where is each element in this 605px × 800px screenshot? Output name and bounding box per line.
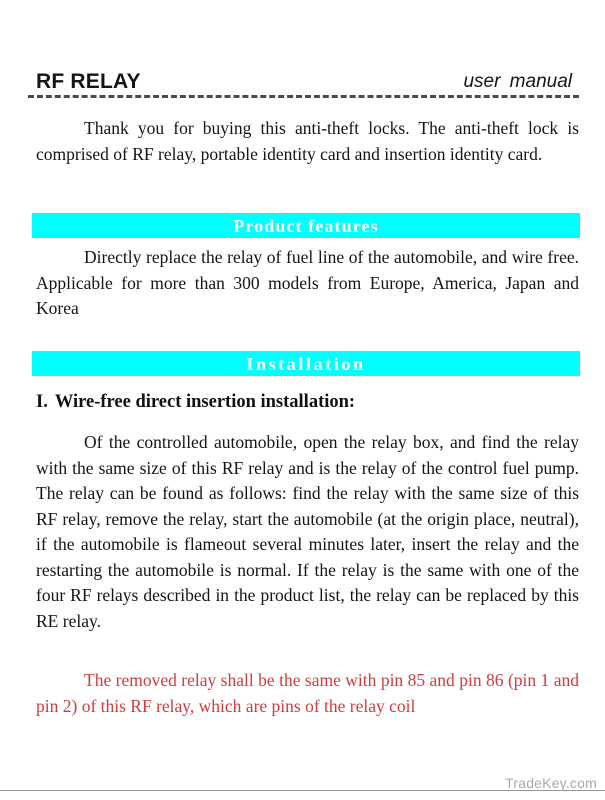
installation-body-paragraph: Of the controlled automobile, open the relay box, and find the relay with the same size of this RF relay and is the relay of the control fuel pump. The relay can be found as follows: find the relay with the same size of this RF relay, remove the relay, start the automobile (at the origin place, neutral), if the automobile is flameout several minutes later, insert the relay and the restarting the automobile is normal. If the relay is the same with one of the four RF relays described in the product list, the relay can be replaced by this RE relay. bbox=[36, 432, 579, 631]
tradekey-watermark: TradeKey.com bbox=[505, 775, 597, 791]
installation-sub-heading bbox=[36, 390, 579, 414]
header-divider bbox=[28, 95, 579, 98]
installation-sub-heading-number: I. bbox=[36, 392, 48, 412]
document-header bbox=[36, 62, 572, 92]
section-header-product-features-label: Product features bbox=[233, 215, 379, 236]
section-header-installation bbox=[32, 351, 580, 376]
section-header-product-features bbox=[32, 213, 580, 238]
document-subtitle: user manual bbox=[463, 71, 572, 92]
intro-paragraph: Thank you for buying this anti-theft locks. The anti-theft lock is comprised of RF relay, portable identity card and insertion identity card. bbox=[36, 118, 579, 164]
page-title: RF RELAY bbox=[36, 70, 141, 93]
installation-sub-heading-text: Wire-free direct insertion installation: bbox=[54, 392, 356, 412]
product-features-paragraph: Directly replace the relay of fuel line of the automobile, and wire free. Applicable for more than 300 models from Europe, America, Japan and Korea bbox=[36, 247, 579, 318]
installation-warning-paragraph: The removed relay shall be the same with pin 85 and pin 86 (pin 1 and pin 2) of this RF relay, which are pins of the relay coil bbox=[36, 670, 579, 716]
section-header-installation-label: Installation bbox=[246, 353, 366, 374]
